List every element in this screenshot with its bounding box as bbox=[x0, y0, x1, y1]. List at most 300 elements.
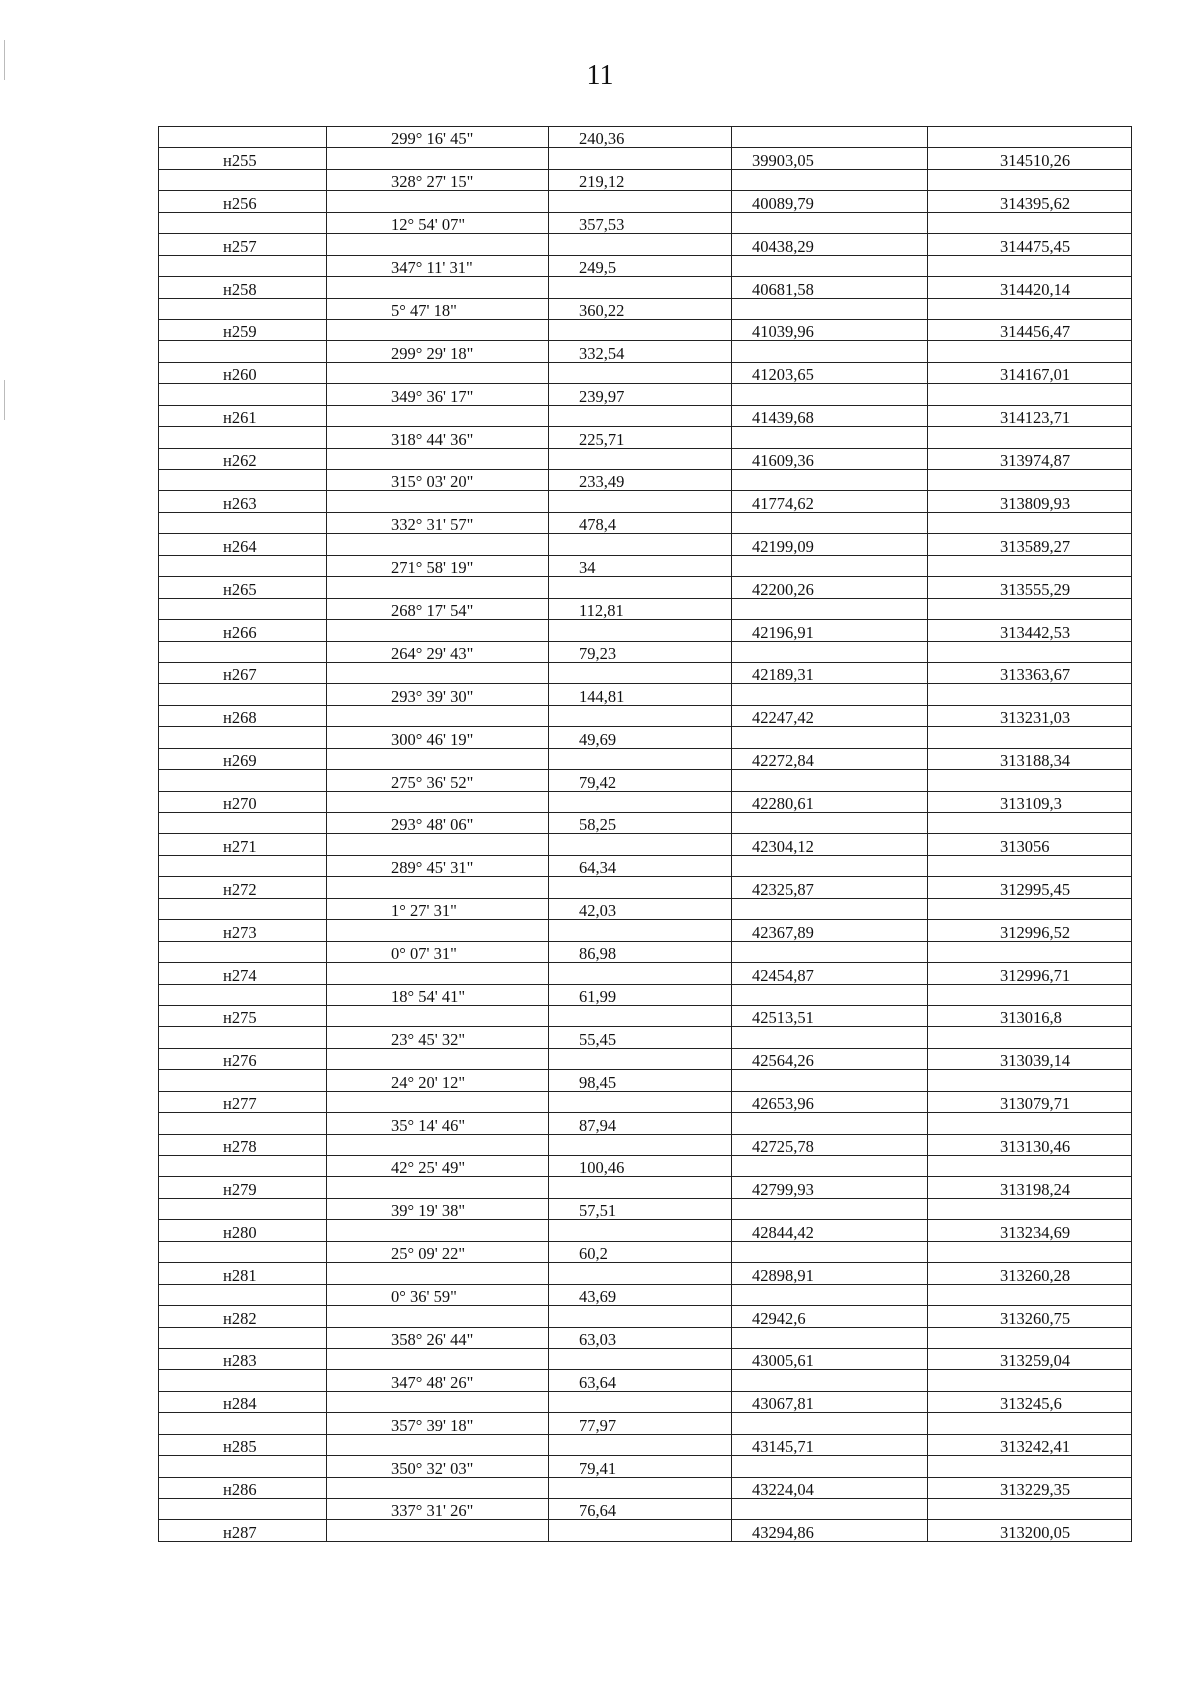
table-row bbox=[159, 941, 1132, 962]
table-row bbox=[159, 362, 1132, 383]
point-name-cell bbox=[159, 984, 327, 1005]
y-coordinate-cell: 313229,35 bbox=[928, 1477, 1132, 1498]
point-name-cell bbox=[159, 255, 327, 276]
x-coordinate-cell bbox=[732, 470, 928, 491]
direction-angle-cell: 357° 39' 18" bbox=[327, 1413, 549, 1434]
length-cell bbox=[549, 662, 732, 683]
table-row bbox=[159, 1370, 1132, 1391]
point-name-cell bbox=[159, 855, 327, 876]
length-cell bbox=[549, 1263, 732, 1284]
length-cell: 225,71 bbox=[549, 427, 732, 448]
direction-angle-cell bbox=[327, 491, 549, 512]
y-coordinate-cell: 313242,41 bbox=[928, 1434, 1132, 1455]
length-cell: 79,23 bbox=[549, 641, 732, 662]
length-cell bbox=[549, 148, 732, 169]
table-row bbox=[159, 834, 1132, 855]
direction-angle-cell bbox=[327, 1348, 549, 1369]
y-coordinate-cell bbox=[928, 1456, 1132, 1477]
x-coordinate-cell: 42513,51 bbox=[732, 1005, 928, 1026]
x-coordinate-cell bbox=[732, 898, 928, 919]
length-cell: 144,81 bbox=[549, 684, 732, 705]
x-coordinate-cell: 39903,05 bbox=[732, 148, 928, 169]
direction-angle-cell bbox=[327, 1263, 549, 1284]
point-name-cell bbox=[159, 641, 327, 662]
x-coordinate-cell: 41039,96 bbox=[732, 319, 928, 340]
point-name-cell bbox=[159, 1241, 327, 1262]
x-coordinate-cell: 42942,6 bbox=[732, 1306, 928, 1327]
y-coordinate-cell: 313245,6 bbox=[928, 1391, 1132, 1412]
direction-angle-cell bbox=[327, 405, 549, 426]
direction-angle-cell: 318° 44' 36" bbox=[327, 427, 549, 448]
y-coordinate-cell bbox=[928, 1156, 1132, 1177]
point-name-cell: н269 bbox=[159, 748, 327, 769]
point-name-cell bbox=[159, 1456, 327, 1477]
direction-angle-cell: 332° 31' 57" bbox=[327, 512, 549, 533]
x-coordinate-cell: 43224,04 bbox=[732, 1477, 928, 1498]
y-coordinate-cell bbox=[928, 1027, 1132, 1048]
y-coordinate-cell bbox=[928, 684, 1132, 705]
y-coordinate-cell bbox=[928, 598, 1132, 619]
table-row bbox=[159, 1263, 1132, 1284]
point-name-cell bbox=[159, 813, 327, 834]
table-row bbox=[159, 898, 1132, 919]
x-coordinate-cell bbox=[732, 341, 928, 362]
x-coordinate-cell bbox=[732, 212, 928, 233]
table-row bbox=[159, 1284, 1132, 1305]
length-cell: 64,34 bbox=[549, 855, 732, 876]
point-name-cell bbox=[159, 1113, 327, 1134]
table-row bbox=[159, 813, 1132, 834]
point-name-cell: н262 bbox=[159, 448, 327, 469]
point-name-cell bbox=[159, 127, 327, 148]
point-name-cell: н287 bbox=[159, 1520, 327, 1541]
y-coordinate-cell bbox=[928, 512, 1132, 533]
point-name-cell: н276 bbox=[159, 1048, 327, 1069]
table-row bbox=[159, 555, 1132, 576]
direction-angle-cell bbox=[327, 748, 549, 769]
direction-angle-cell: 347° 48' 26" bbox=[327, 1370, 549, 1391]
x-coordinate-cell bbox=[732, 1327, 928, 1348]
y-coordinate-cell: 314123,71 bbox=[928, 405, 1132, 426]
length-cell bbox=[549, 1005, 732, 1026]
point-name-cell: н272 bbox=[159, 877, 327, 898]
point-name-cell: н264 bbox=[159, 534, 327, 555]
point-name-cell: н273 bbox=[159, 920, 327, 941]
direction-angle-cell: 350° 32' 03" bbox=[327, 1456, 549, 1477]
direction-angle-cell bbox=[327, 1434, 549, 1455]
table-row bbox=[159, 1027, 1132, 1048]
table-row bbox=[159, 598, 1132, 619]
length-cell: 63,03 bbox=[549, 1327, 732, 1348]
direction-angle-cell: 299° 16' 45" bbox=[327, 127, 549, 148]
y-coordinate-cell bbox=[928, 212, 1132, 233]
direction-angle-cell bbox=[327, 963, 549, 984]
point-name-cell: н274 bbox=[159, 963, 327, 984]
x-coordinate-cell bbox=[732, 598, 928, 619]
length-cell: 357,53 bbox=[549, 212, 732, 233]
x-coordinate-cell: 42200,26 bbox=[732, 577, 928, 598]
x-coordinate-cell: 42725,78 bbox=[732, 1134, 928, 1155]
length-cell: 478,4 bbox=[549, 512, 732, 533]
y-coordinate-cell bbox=[928, 727, 1132, 748]
direction-angle-cell: 347° 11' 31" bbox=[327, 255, 549, 276]
table-row bbox=[159, 1048, 1132, 1069]
table-row bbox=[159, 255, 1132, 276]
point-name-cell bbox=[159, 1370, 327, 1391]
direction-angle-cell: 5° 47' 18" bbox=[327, 298, 549, 319]
point-name-cell bbox=[159, 898, 327, 919]
direction-angle-cell bbox=[327, 1391, 549, 1412]
x-coordinate-cell bbox=[732, 1113, 928, 1134]
table-row bbox=[159, 1348, 1132, 1369]
length-cell bbox=[549, 1348, 732, 1369]
y-coordinate-cell bbox=[928, 255, 1132, 276]
x-coordinate-cell: 42898,91 bbox=[732, 1263, 928, 1284]
direction-angle-cell: 264° 29' 43" bbox=[327, 641, 549, 662]
x-coordinate-cell: 42196,91 bbox=[732, 620, 928, 641]
table-row bbox=[159, 641, 1132, 662]
table-row bbox=[159, 791, 1132, 812]
length-cell: 49,69 bbox=[549, 727, 732, 748]
direction-angle-cell bbox=[327, 319, 549, 340]
table-row bbox=[159, 705, 1132, 726]
direction-angle-cell: 23° 45' 32" bbox=[327, 1027, 549, 1048]
table-row bbox=[159, 298, 1132, 319]
x-coordinate-cell bbox=[732, 1241, 928, 1262]
length-cell: 360,22 bbox=[549, 298, 732, 319]
x-coordinate-cell bbox=[732, 1413, 928, 1434]
direction-angle-cell bbox=[327, 448, 549, 469]
x-coordinate-cell: 42564,26 bbox=[732, 1048, 928, 1069]
length-cell: 112,81 bbox=[549, 598, 732, 619]
length-cell bbox=[549, 448, 732, 469]
x-coordinate-cell: 42280,61 bbox=[732, 791, 928, 812]
table-row bbox=[159, 491, 1132, 512]
point-name-cell bbox=[159, 1027, 327, 1048]
x-coordinate-cell bbox=[732, 1027, 928, 1048]
table-row bbox=[159, 770, 1132, 791]
x-coordinate-cell bbox=[732, 813, 928, 834]
x-coordinate-cell bbox=[732, 684, 928, 705]
point-name-cell bbox=[159, 770, 327, 791]
point-name-cell: н282 bbox=[159, 1306, 327, 1327]
point-name-cell bbox=[159, 727, 327, 748]
length-cell: 249,5 bbox=[549, 255, 732, 276]
y-coordinate-cell: 313363,67 bbox=[928, 662, 1132, 683]
direction-angle-cell bbox=[327, 577, 549, 598]
table-row bbox=[159, 1413, 1132, 1434]
y-coordinate-cell bbox=[928, 1327, 1132, 1348]
table-row bbox=[159, 727, 1132, 748]
point-name-cell bbox=[159, 298, 327, 319]
point-name-cell bbox=[159, 684, 327, 705]
direction-angle-cell: 24° 20' 12" bbox=[327, 1070, 549, 1091]
y-coordinate-cell: 313188,34 bbox=[928, 748, 1132, 769]
length-cell bbox=[549, 1520, 732, 1541]
point-name-cell: н257 bbox=[159, 234, 327, 255]
length-cell: 79,42 bbox=[549, 770, 732, 791]
y-coordinate-cell bbox=[928, 1284, 1132, 1305]
direction-angle-cell bbox=[327, 620, 549, 641]
direction-angle-cell: 328° 27' 15" bbox=[327, 169, 549, 190]
x-coordinate-cell: 40438,29 bbox=[732, 234, 928, 255]
length-cell: 233,49 bbox=[549, 470, 732, 491]
direction-angle-cell bbox=[327, 234, 549, 255]
y-coordinate-cell: 313259,04 bbox=[928, 1348, 1132, 1369]
y-coordinate-cell: 314420,14 bbox=[928, 277, 1132, 298]
direction-angle-cell: 25° 09' 22" bbox=[327, 1241, 549, 1262]
x-coordinate-cell: 40681,58 bbox=[732, 277, 928, 298]
y-coordinate-cell bbox=[928, 1198, 1132, 1219]
direction-angle-cell: 1° 27' 31" bbox=[327, 898, 549, 919]
direction-angle-cell bbox=[327, 1091, 549, 1112]
table-row bbox=[159, 448, 1132, 469]
point-name-cell bbox=[159, 512, 327, 533]
y-coordinate-cell bbox=[928, 855, 1132, 876]
y-coordinate-cell bbox=[928, 1499, 1132, 1520]
direction-angle-cell: 42° 25' 49" bbox=[327, 1156, 549, 1177]
x-coordinate-cell bbox=[732, 941, 928, 962]
y-coordinate-cell: 313555,29 bbox=[928, 577, 1132, 598]
y-coordinate-cell bbox=[928, 813, 1132, 834]
y-coordinate-cell: 313198,24 bbox=[928, 1177, 1132, 1198]
length-cell: 58,25 bbox=[549, 813, 732, 834]
table-row bbox=[159, 620, 1132, 641]
direction-angle-cell: 268° 17' 54" bbox=[327, 598, 549, 619]
x-coordinate-cell bbox=[732, 1499, 928, 1520]
y-coordinate-cell: 313809,93 bbox=[928, 491, 1132, 512]
y-coordinate-cell: 314167,01 bbox=[928, 362, 1132, 383]
table-row bbox=[159, 855, 1132, 876]
x-coordinate-cell: 43294,86 bbox=[732, 1520, 928, 1541]
x-coordinate-cell bbox=[732, 512, 928, 533]
y-coordinate-cell: 313589,27 bbox=[928, 534, 1132, 555]
direction-angle-cell bbox=[327, 791, 549, 812]
length-cell: 239,97 bbox=[549, 384, 732, 405]
length-cell: 42,03 bbox=[549, 898, 732, 919]
table-row bbox=[159, 1306, 1132, 1327]
x-coordinate-cell bbox=[732, 1198, 928, 1219]
y-coordinate-cell: 313200,05 bbox=[928, 1520, 1132, 1541]
point-name-cell bbox=[159, 941, 327, 962]
table-row bbox=[159, 212, 1132, 233]
table-row bbox=[159, 319, 1132, 340]
length-cell: 76,64 bbox=[549, 1499, 732, 1520]
table-row bbox=[159, 277, 1132, 298]
x-coordinate-cell bbox=[732, 298, 928, 319]
direction-angle-cell bbox=[327, 1177, 549, 1198]
table-body bbox=[159, 127, 1132, 1542]
length-cell: 61,99 bbox=[549, 984, 732, 1005]
direction-angle-cell bbox=[327, 1134, 549, 1155]
x-coordinate-cell bbox=[732, 169, 928, 190]
direction-angle-cell bbox=[327, 834, 549, 855]
x-coordinate-cell bbox=[732, 770, 928, 791]
length-cell: 57,51 bbox=[549, 1198, 732, 1219]
point-name-cell: н259 bbox=[159, 319, 327, 340]
x-coordinate-cell: 41439,68 bbox=[732, 405, 928, 426]
length-cell bbox=[549, 1306, 732, 1327]
y-coordinate-cell bbox=[928, 770, 1132, 791]
direction-angle-cell: 349° 36' 17" bbox=[327, 384, 549, 405]
x-coordinate-cell bbox=[732, 384, 928, 405]
table-row bbox=[159, 963, 1132, 984]
table-row bbox=[159, 127, 1132, 148]
x-coordinate-cell: 42454,87 bbox=[732, 963, 928, 984]
direction-angle-cell: 39° 19' 38" bbox=[327, 1198, 549, 1219]
length-cell bbox=[549, 705, 732, 726]
y-coordinate-cell: 312996,52 bbox=[928, 920, 1132, 941]
y-coordinate-cell bbox=[928, 941, 1132, 962]
length-cell: 98,45 bbox=[549, 1070, 732, 1091]
point-name-cell: н263 bbox=[159, 491, 327, 512]
length-cell bbox=[549, 1477, 732, 1498]
length-cell: 219,12 bbox=[549, 169, 732, 190]
direction-angle-cell: 293° 39' 30" bbox=[327, 684, 549, 705]
y-coordinate-cell bbox=[928, 169, 1132, 190]
direction-angle-cell: 35° 14' 46" bbox=[327, 1113, 549, 1134]
x-coordinate-cell bbox=[732, 427, 928, 448]
x-coordinate-cell bbox=[732, 984, 928, 1005]
y-coordinate-cell bbox=[928, 1113, 1132, 1134]
table-row bbox=[159, 512, 1132, 533]
scan-edge-mark bbox=[4, 380, 5, 420]
direction-angle-cell bbox=[327, 1048, 549, 1069]
point-name-cell: н265 bbox=[159, 577, 327, 598]
table-row bbox=[159, 1434, 1132, 1455]
y-coordinate-cell: 313039,14 bbox=[928, 1048, 1132, 1069]
point-name-cell bbox=[159, 427, 327, 448]
length-cell bbox=[549, 620, 732, 641]
length-cell: 77,97 bbox=[549, 1413, 732, 1434]
y-coordinate-cell bbox=[928, 1370, 1132, 1391]
table-row bbox=[159, 470, 1132, 491]
y-coordinate-cell bbox=[928, 1070, 1132, 1091]
table-row bbox=[159, 1091, 1132, 1112]
direction-angle-cell bbox=[327, 1520, 549, 1541]
table-row bbox=[159, 1070, 1132, 1091]
x-coordinate-cell: 42653,96 bbox=[732, 1091, 928, 1112]
point-name-cell: н284 bbox=[159, 1391, 327, 1412]
table-row bbox=[159, 1391, 1132, 1412]
direction-angle-cell: 315° 03' 20" bbox=[327, 470, 549, 491]
direction-angle-cell bbox=[327, 1005, 549, 1026]
y-coordinate-cell: 313234,69 bbox=[928, 1220, 1132, 1241]
point-name-cell bbox=[159, 384, 327, 405]
x-coordinate-cell: 41203,65 bbox=[732, 362, 928, 383]
point-name-cell: н268 bbox=[159, 705, 327, 726]
y-coordinate-cell: 314510,26 bbox=[928, 148, 1132, 169]
direction-angle-cell bbox=[327, 1477, 549, 1498]
x-coordinate-cell: 42189,31 bbox=[732, 662, 928, 683]
direction-angle-cell: 0° 07' 31" bbox=[327, 941, 549, 962]
point-name-cell bbox=[159, 1284, 327, 1305]
point-name-cell bbox=[159, 1156, 327, 1177]
x-coordinate-cell bbox=[732, 1456, 928, 1477]
length-cell: 34 bbox=[549, 555, 732, 576]
y-coordinate-cell bbox=[928, 341, 1132, 362]
y-coordinate-cell bbox=[928, 427, 1132, 448]
table-row bbox=[159, 920, 1132, 941]
length-cell bbox=[549, 534, 732, 555]
table-row bbox=[159, 1220, 1132, 1241]
table-row bbox=[159, 1241, 1132, 1262]
table-row bbox=[159, 577, 1132, 598]
y-coordinate-cell bbox=[928, 1413, 1132, 1434]
point-name-cell bbox=[159, 169, 327, 190]
length-cell: 60,2 bbox=[549, 1241, 732, 1262]
x-coordinate-cell: 43067,81 bbox=[732, 1391, 928, 1412]
x-coordinate-cell: 42199,09 bbox=[732, 534, 928, 555]
x-coordinate-cell: 40089,79 bbox=[732, 191, 928, 212]
length-cell: 100,46 bbox=[549, 1156, 732, 1177]
length-cell bbox=[549, 491, 732, 512]
table-row bbox=[159, 169, 1132, 190]
point-name-cell: н279 bbox=[159, 1177, 327, 1198]
length-cell bbox=[549, 405, 732, 426]
direction-angle-cell: 337° 31' 26" bbox=[327, 1499, 549, 1520]
table-row bbox=[159, 748, 1132, 769]
length-cell bbox=[549, 1220, 732, 1241]
table-row bbox=[159, 191, 1132, 212]
length-cell bbox=[549, 877, 732, 898]
length-cell: 86,98 bbox=[549, 941, 732, 962]
direction-angle-cell: 358° 26' 44" bbox=[327, 1327, 549, 1348]
length-cell bbox=[549, 319, 732, 340]
coordinates-table bbox=[158, 126, 1132, 1542]
length-cell bbox=[549, 1048, 732, 1069]
length-cell bbox=[549, 1091, 732, 1112]
y-coordinate-cell bbox=[928, 470, 1132, 491]
length-cell: 240,36 bbox=[549, 127, 732, 148]
page-number: 11 bbox=[586, 60, 614, 91]
x-coordinate-cell: 43145,71 bbox=[732, 1434, 928, 1455]
length-cell bbox=[549, 1177, 732, 1198]
point-name-cell: н267 bbox=[159, 662, 327, 683]
length-cell bbox=[549, 277, 732, 298]
point-name-cell: н281 bbox=[159, 1263, 327, 1284]
x-coordinate-cell: 42325,87 bbox=[732, 877, 928, 898]
length-cell: 55,45 bbox=[549, 1027, 732, 1048]
x-coordinate-cell bbox=[732, 555, 928, 576]
direction-angle-cell bbox=[327, 191, 549, 212]
direction-angle-cell: 299° 29' 18" bbox=[327, 341, 549, 362]
direction-angle-cell bbox=[327, 662, 549, 683]
point-name-cell: н277 bbox=[159, 1091, 327, 1112]
direction-angle-cell bbox=[327, 1306, 549, 1327]
length-cell: 87,94 bbox=[549, 1113, 732, 1134]
point-name-cell bbox=[159, 1198, 327, 1219]
table-row bbox=[159, 1499, 1132, 1520]
table-row bbox=[159, 1177, 1132, 1198]
y-coordinate-cell: 312995,45 bbox=[928, 877, 1132, 898]
length-cell bbox=[549, 791, 732, 812]
y-coordinate-cell bbox=[928, 641, 1132, 662]
point-name-cell: н266 bbox=[159, 620, 327, 641]
table-row bbox=[159, 684, 1132, 705]
y-coordinate-cell: 313260,75 bbox=[928, 1306, 1132, 1327]
length-cell bbox=[549, 1434, 732, 1455]
x-coordinate-cell bbox=[732, 1156, 928, 1177]
point-name-cell bbox=[159, 1413, 327, 1434]
point-name-cell: н278 bbox=[159, 1134, 327, 1155]
point-name-cell: н285 bbox=[159, 1434, 327, 1455]
y-coordinate-cell: 313056 bbox=[928, 834, 1132, 855]
table-row bbox=[159, 1477, 1132, 1498]
direction-angle-cell bbox=[327, 534, 549, 555]
x-coordinate-cell: 42272,84 bbox=[732, 748, 928, 769]
table-row bbox=[159, 405, 1132, 426]
